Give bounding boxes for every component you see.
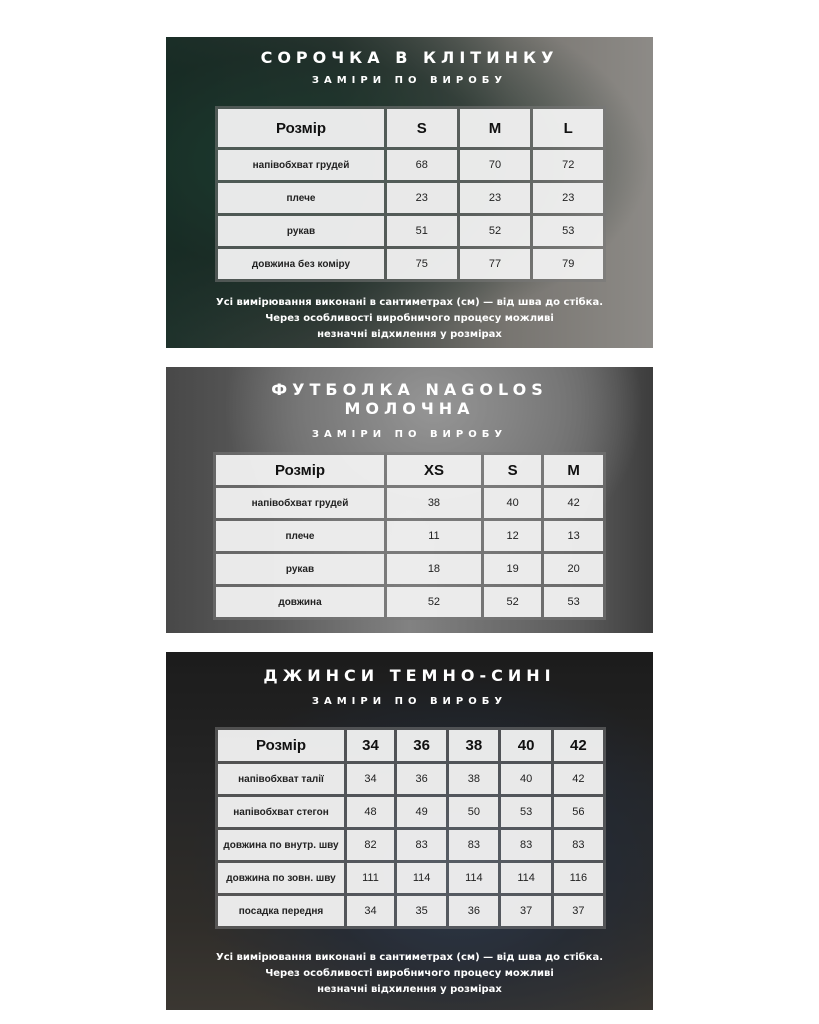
card-subtitle: ЗАМІРИ ПО ВИРОБУ bbox=[311, 696, 508, 707]
table-row bbox=[218, 797, 603, 827]
table-cell: 23 bbox=[387, 183, 457, 213]
size-table bbox=[213, 452, 606, 620]
table-row bbox=[216, 521, 603, 551]
table-cell: 38 bbox=[387, 488, 481, 518]
table-cell: 114 bbox=[501, 863, 550, 893]
table-cell: 38 bbox=[449, 764, 498, 794]
table-cell: 53 bbox=[544, 587, 603, 617]
header-cell: Розмір bbox=[216, 455, 384, 485]
table-cell: 42 bbox=[554, 764, 603, 794]
header-cell: 36 bbox=[397, 730, 446, 761]
header-cell: S bbox=[387, 109, 457, 147]
note-line: незначні відхилення у розмірах bbox=[317, 984, 502, 995]
row-label: напівобхват талії bbox=[218, 764, 344, 794]
title-line: МОЛОЧНА bbox=[344, 399, 475, 418]
row-label: рукав bbox=[218, 216, 384, 246]
table-cell: 37 bbox=[501, 896, 550, 926]
table-row bbox=[216, 587, 603, 617]
table-cell: 36 bbox=[449, 896, 498, 926]
table-row bbox=[218, 863, 603, 893]
size-table bbox=[215, 727, 606, 929]
title-line: СОРОЧКА В КЛІТИНКУ bbox=[260, 48, 559, 67]
header-cell: 40 bbox=[501, 730, 550, 761]
table-cell: 52 bbox=[484, 587, 541, 617]
header-cell: 38 bbox=[449, 730, 498, 761]
jeans-size-card bbox=[166, 652, 653, 1010]
header-cell: Розмір bbox=[218, 109, 384, 147]
table-header-row bbox=[218, 109, 603, 147]
note-line: Усі вимірювання виконані в сантиметрах (см) — від шва до стібка. bbox=[215, 952, 603, 963]
measurement-note bbox=[166, 950, 653, 998]
table-cell: 111 bbox=[347, 863, 394, 893]
card-title bbox=[166, 666, 653, 685]
table-cell: 114 bbox=[449, 863, 498, 893]
table-cell: 79 bbox=[533, 249, 603, 279]
table-cell: 116 bbox=[554, 863, 603, 893]
header-cell: Розмір bbox=[218, 730, 344, 761]
table-cell: 53 bbox=[533, 216, 603, 246]
note-line: Усі вимірювання виконані в сантиметрах (см) — від шва до стібка. bbox=[215, 297, 603, 308]
table-cell: 83 bbox=[449, 830, 498, 860]
table-cell: 40 bbox=[501, 764, 550, 794]
row-label: напівобхват стегон bbox=[218, 797, 344, 827]
table-cell: 42 bbox=[544, 488, 603, 518]
table-cell: 37 bbox=[554, 896, 603, 926]
table-cell: 34 bbox=[347, 764, 394, 794]
card-title bbox=[166, 380, 653, 418]
table-cell: 82 bbox=[347, 830, 394, 860]
row-label: плече bbox=[216, 521, 384, 551]
table-header-row bbox=[218, 730, 603, 761]
header-cell: L bbox=[533, 109, 603, 147]
table-cell: 51 bbox=[387, 216, 457, 246]
card-subtitle: ЗАМІРИ ПО ВИРОБУ bbox=[311, 75, 508, 86]
header-cell: M bbox=[460, 109, 531, 147]
table-cell: 49 bbox=[397, 797, 446, 827]
table-row bbox=[218, 764, 603, 794]
table-cell: 34 bbox=[347, 896, 394, 926]
table-row bbox=[218, 183, 603, 213]
note-line: незначні відхилення у розмірах bbox=[317, 329, 502, 340]
table-cell: 35 bbox=[397, 896, 446, 926]
table-cell: 53 bbox=[501, 797, 550, 827]
table-cell: 72 bbox=[533, 150, 603, 180]
card-title bbox=[166, 48, 653, 67]
table-row bbox=[216, 488, 603, 518]
table-cell: 83 bbox=[501, 830, 550, 860]
row-label: напівобхват грудей bbox=[218, 150, 384, 180]
table-cell: 12 bbox=[484, 521, 541, 551]
table-header-row bbox=[216, 455, 603, 485]
table-cell: 20 bbox=[544, 554, 603, 584]
shirt-size-card bbox=[166, 37, 653, 348]
table-cell: 40 bbox=[484, 488, 541, 518]
table-cell: 48 bbox=[347, 797, 394, 827]
table-cell: 18 bbox=[387, 554, 481, 584]
table-row bbox=[216, 554, 603, 584]
table-row bbox=[218, 830, 603, 860]
table-cell: 23 bbox=[533, 183, 603, 213]
row-label: довжина по внутр. шву bbox=[218, 830, 344, 860]
measurement-note bbox=[166, 295, 653, 343]
table-cell: 11 bbox=[387, 521, 481, 551]
note-line: Через особливості виробничого процесу можливі bbox=[265, 968, 554, 979]
header-cell: 42 bbox=[554, 730, 603, 761]
table-cell: 114 bbox=[397, 863, 446, 893]
table-cell: 19 bbox=[484, 554, 541, 584]
header-cell: M bbox=[544, 455, 603, 485]
table-cell: 13 bbox=[544, 521, 603, 551]
tshirt-size-card bbox=[166, 367, 653, 633]
row-label: довжина по зовн. шву bbox=[218, 863, 344, 893]
header-cell: 34 bbox=[347, 730, 394, 761]
table-cell: 83 bbox=[554, 830, 603, 860]
table-cell: 52 bbox=[460, 216, 531, 246]
header-cell: S bbox=[484, 455, 541, 485]
title-line: ДЖИНСИ ТЕМНО-СИНІ bbox=[263, 666, 556, 685]
table-row bbox=[218, 249, 603, 279]
size-table bbox=[215, 106, 606, 282]
table-cell: 50 bbox=[449, 797, 498, 827]
table-row bbox=[218, 896, 603, 926]
table-cell: 52 bbox=[387, 587, 481, 617]
table-cell: 36 bbox=[397, 764, 446, 794]
note-line: Через особливості виробничого процесу можливі bbox=[265, 313, 554, 324]
row-label: довжина без коміру bbox=[218, 249, 384, 279]
table-cell: 70 bbox=[460, 150, 531, 180]
header-cell: XS bbox=[387, 455, 481, 485]
row-label: довжина bbox=[216, 587, 384, 617]
table-cell: 56 bbox=[554, 797, 603, 827]
table-cell: 83 bbox=[397, 830, 446, 860]
title-line: ФУТБОЛКА NAGOLOS bbox=[271, 380, 548, 399]
table-row bbox=[218, 216, 603, 246]
card-subtitle: ЗАМІРИ ПО ВИРОБУ bbox=[311, 429, 508, 440]
row-label: плече bbox=[218, 183, 384, 213]
row-label: напівобхват грудей bbox=[216, 488, 384, 518]
table-cell: 75 bbox=[387, 249, 457, 279]
table-row bbox=[218, 150, 603, 180]
table-cell: 77 bbox=[460, 249, 531, 279]
row-label: посадка передня bbox=[218, 896, 344, 926]
row-label: рукав bbox=[216, 554, 384, 584]
table-cell: 68 bbox=[387, 150, 457, 180]
table-cell: 23 bbox=[460, 183, 531, 213]
